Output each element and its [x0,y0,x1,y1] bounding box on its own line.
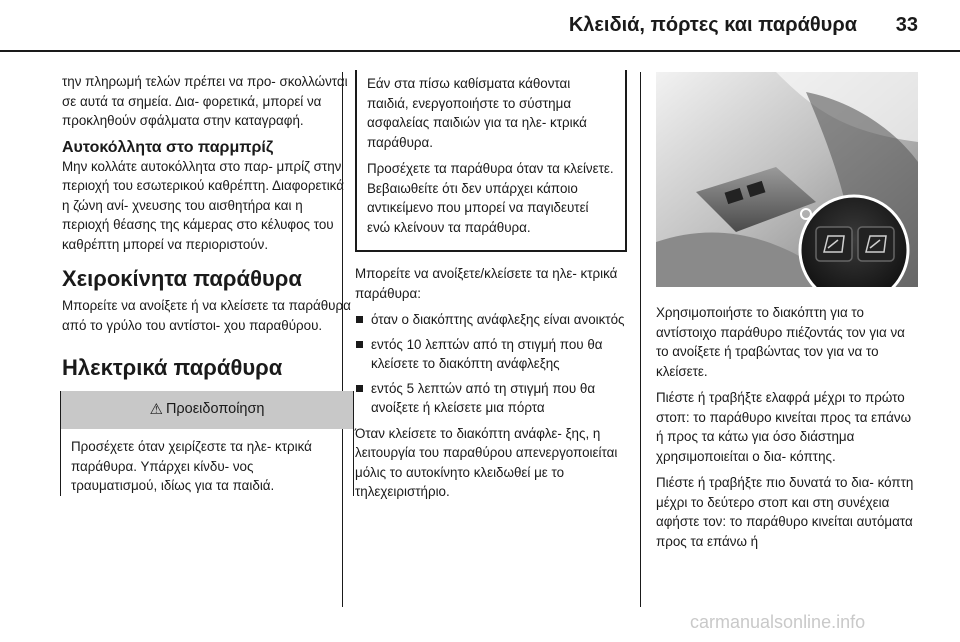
window-switch-photo [656,72,918,287]
warning-header [61,391,353,429]
page-header [0,0,960,62]
paragraph-fee-stickers: την πληρωμή τελών πρέπει να προ- σκολλώνται σε αυτά τα σημεία. Δια- φορετικά, μπορεί να προκληθούν σφάλματα στην καταγραφή. [62,74,348,128]
paragraph-switch-use: Χρησιμοποιήστε το διακόπτη για το αντίστοιχο παράθυρο πιέζοντάς τον για να το ανοίξετε ή τραβώντας τον για να το κλείσετε. [656,305,905,379]
paragraph-ignition-off: Όταν κλείσετε το διακόπτη ανάφλε- ξης, η λειτουργία του παραθύρου απενεργοποιείται μόλις το αυτοκίνητο κλειδωθεί με το τηλεχειριστήριο. [355,425,618,499]
warning-title: Προειδοποίηση [165,401,265,418]
header-title: Κλειδιά, πόρτες και παράθυρα [568,14,857,36]
bullet-item-2: εντός 10 λεπτών από τη στιγμή που θα κλείσετε το διακόπτη ανάφλεξης [355,335,627,374]
heading-power-windows: Ηλεκτρικά παράθυρα [62,355,283,380]
paragraph-manual-windows: Μπορείτε να ανοίξετε ή να κλείσετε τα παράθυρα από το γρύλο του αντίστοι- χου παραθύρου. [62,298,351,333]
paragraph-windshield-stickers: Μην κολλάτε αυτοκόλλητα στο παρ- μπρίζ στην περιοχή του εσωτερικού καθρέπτη. Διαφορετικά η ζώνη ανί- χνευσης του αισθητήρα και η περιοχή θέασης της κάμερας στο κέλυφος του καθρέπτη μπορεί να περιοριστούν. [62,158,344,252]
warning-text: Προσέχετε όταν χειρίζεστε τα ηλε- κτρικά παράθυρα. Υπάρχει κίνδυ- νος τραυματισμού, ιδίως για τα παιδιά. [71,439,312,493]
column-divider-2 [640,72,641,607]
notice-closing: Προσέχετε τα παράθυρα όταν τα κλείνετε. Βεβαιωθείτε ότι δεν υπάρχει κάποιο αντικείμενο που μπορεί να παγιδευτεί ενώ κλείνουν τα παράθυρα. [367,161,614,235]
paragraph-operation-intro: Μπορείτε να ανοίξετε/κλείσετε τα ηλε- κτρικά παράθυρα: [355,266,618,301]
door-panel-illustration [656,72,918,287]
warning-body [61,429,353,496]
heading-windshield-stickers: Αυτοκόλλητα στο παρμπρίζ [62,138,274,156]
watermark: carmanualsonline.info [690,612,866,632]
bullet-item-3: εντός 5 λεπτών από τη στιγμή που θα ανοίξετε ή κλείσετε μια πόρτα [355,379,627,418]
paragraph-first-stop: Πιέστε ή τραβήξτε ελαφρά μέχρι το πρώτο στοπ: το παράθυρο κινείται προς τα επάνω ή προς τα κάτω για όσο διάστημα χρησιμοποιείται ο δια- κόπτης. [656,390,912,464]
column-2 [355,72,627,509]
child-safety-notice-box [355,70,627,252]
warning-box [60,391,354,496]
bullet-item-1: όταν ο διακόπτης ανάφλεξης είναι ανοικτός [355,310,627,330]
header-rule [0,50,960,52]
paragraph-second-stop: Πιέστε ή τραβήξτε πιο δυνατά το δια- κόπτη μέχρι το δεύτερο στοπ και στη συνέχεια αφήστε τον: το παράθυρο κινείται αυτόματα προς τα επάνω ή [656,475,914,549]
heading-manual-windows: Χειροκίνητα παράθυρα [62,266,302,291]
column-1 [62,72,352,503]
bullet-list [355,310,627,418]
warning-triangle-icon: ⚠ [149,401,163,419]
column-3 [656,303,920,558]
page-number: 33 [895,14,918,36]
notice-children: Εάν στα πίσω καθίσματα κάθονται παιδιά, ενεργοποιήστε το σύστημα ασφαλείας παιδιών για τα ηλε- κτρικά παράθυρα. [367,76,587,150]
